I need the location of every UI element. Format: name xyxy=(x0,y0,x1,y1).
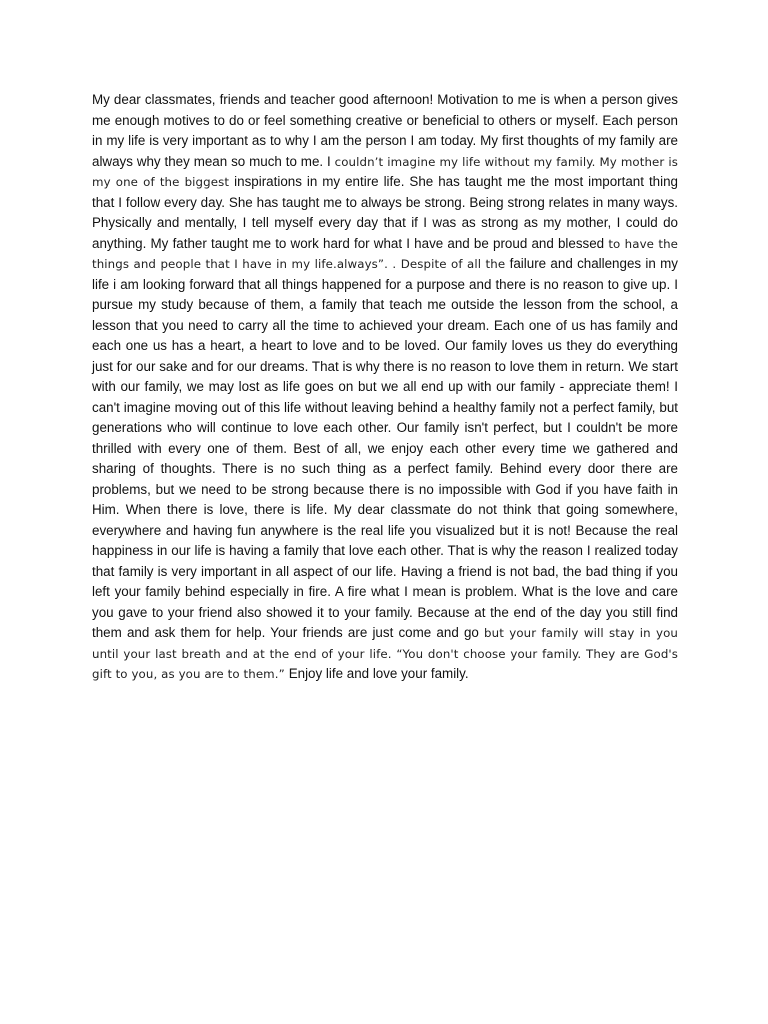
document-page xyxy=(92,90,678,685)
text-segment: to have the things and people that I have in my life.always”. . Despite of all the xyxy=(92,236,679,271)
text-segment: Enjoy life and love your family. xyxy=(288,666,469,681)
text-segment: My dear classmates, friends and teacher good afternoon! Motivation to me is when a person gives me enough motives to do or feel something creative or beneficial to others or myself. Each person in my life is very important as to why I am the person I am today. My first thoughts of my family are always why they mean so much to me. I xyxy=(92,92,678,169)
speech-paragraph xyxy=(92,90,678,685)
text-segment: inspirations in my entire life. She has taught me the most important thing that I follow every day. She has taught me to always be strong. Being strong relates in many ways. Physically and mentally, I tell myself every day that if I was as strong as my mother, I could do anything. My father taught me to work hard for what I have and be proud and blessed xyxy=(92,174,678,251)
text-segment: failure and challenges in my life i am looking forward that all things happened for a purpose and there is no reason to give up. I pursue my study because of them, a family that teach me outside the lesson from the school, a lesson that you need to carry all the time to achieved your dream. Each one of us has family and each one us has a heart, a heart to love and to be loved. Our family loves us they do everything just for our sake and for our dreams. That is why there is no reason to love them in return. We start with our family, we may lost as life goes on but we all end up with our family - appreciate them! I can't imagine moving out of this life without leaving behind a healthy family not a perfect family, but generations who will continue to love each other. Our family isn't perfect, but I couldn't be more thrilled with every one of them. Best of all, we enjoy each other every time we gathered and sharing of thoughts. There is no such thing as a perfect family. Behind every door there are problems, but we need to be strong because there is no impossible with God if you have faith in Him. When there is love, there is life. My dear classmate do not think that going somewhere, everywhere and having fun anywhere is the real life you visualized but it is not! Because the real happiness in our life is having a family that love each other. That is why the reason I realized today that family is very important in all aspect of our life. Having a friend is not bad, the bad thing if you left your family behind especially in fire. A fire what I mean is problem. What is the love and care you gave to your friend also showed it to your family. Because at the end of the day you still find them and ask them for help. Your friends are just come and go xyxy=(92,256,678,640)
text-segment: but your family will stay in you until your last breath and at the end of your life. “You don't choose your family. They are God's gift to you, as you are to them.” xyxy=(92,626,678,681)
text-segment: couldn’t imagine my life without my family. My mother is my one of the biggest xyxy=(92,154,678,189)
